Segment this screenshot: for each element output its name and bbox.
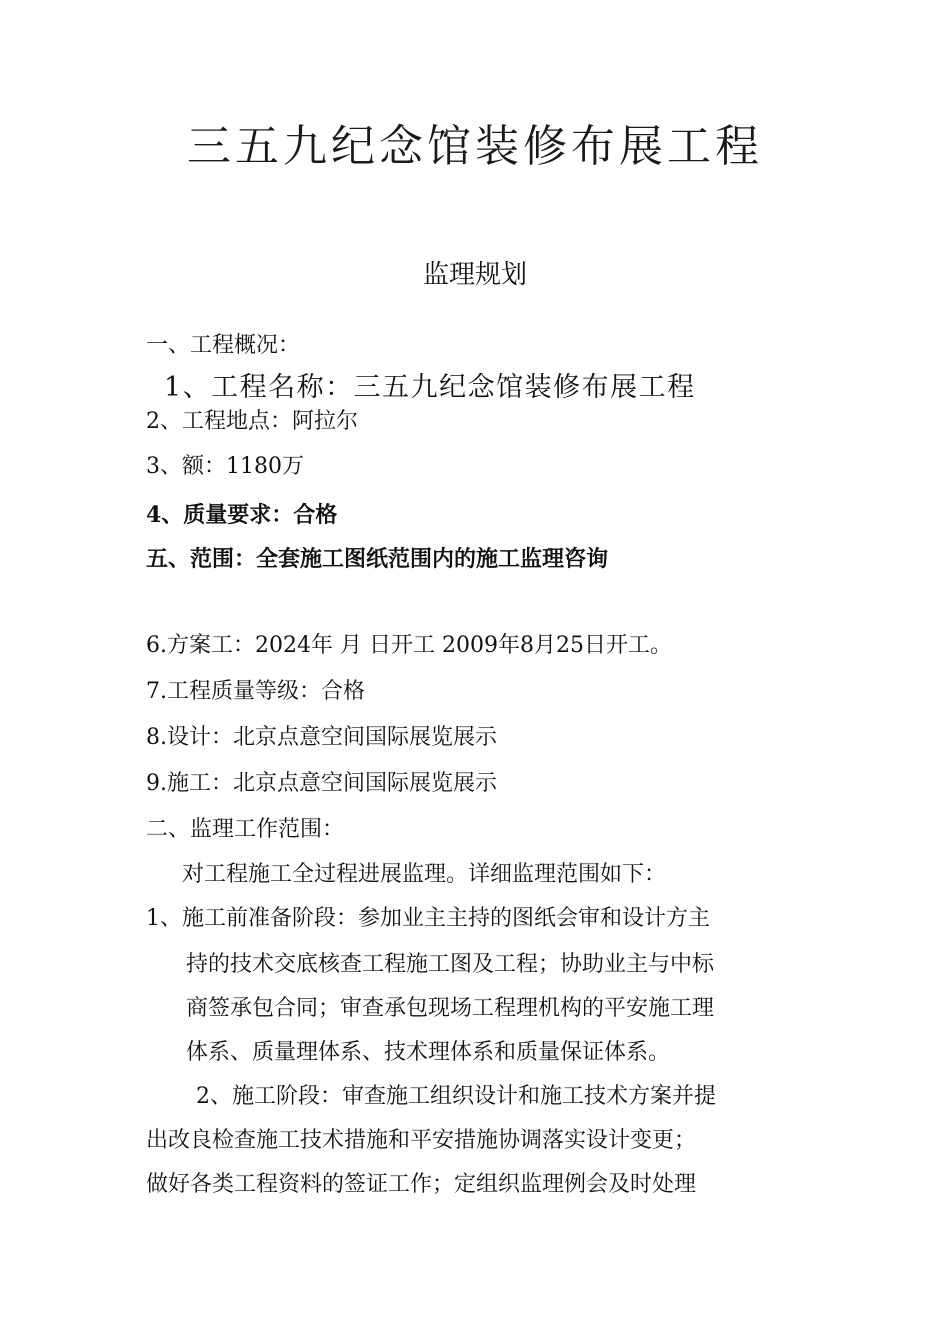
scope-item1-line: 体系、质量理体系、技术理体系和质量保证体系。 (186, 1040, 671, 1065)
document-subtitle: 监理规划 (422, 260, 527, 290)
scope-item2-line: 做好各类工程资料的签证工作；定组织监理例会及时处理 (146, 1172, 697, 1197)
overview-item-construction: 9.施工：北京点意空间国际展览展示 (146, 771, 497, 796)
scope-intro: 对工程施工全过程进展监理。详细监理范围如下： (182, 862, 667, 887)
scope-item1-line: 1、施工前准备阶段：参加业主主持的图纸会审和设计方主 (146, 906, 710, 931)
overview-item-range: 五、范围：全套施工图纸范围内的施工监理咨询 (146, 546, 609, 572)
section-heading-scope: 二、监理工作范围： (146, 817, 345, 842)
overview-item-quality: 4、质量要求：合格 (146, 502, 338, 528)
overview-item-quality-grade: 7.工程质量等级：合格 (146, 679, 365, 704)
overview-item-project-name: 1、工程名称：三五九纪念馆装修布展工程 (164, 372, 696, 403)
scope-item2-line: 出改良检查施工技术措施和平安措施协调落实设计变更； (146, 1128, 697, 1153)
overview-item-amount: 3、额：1180万 (146, 454, 304, 479)
scope-item1-line: 商签承包合同；审查承包现场工程理机构的平安施工理 (186, 996, 715, 1021)
overview-item-location: 2、工程地点：阿拉尔 (146, 409, 358, 434)
section-heading-overview: 一、工程概况： (146, 333, 301, 358)
document-title: 三五九纪念馆装修布展工程 (187, 121, 763, 172)
overview-item-schedule: 6.方案工：2024年 月 日开工 2009年8月25日开工。 (146, 633, 672, 658)
scope-item1-line: 持的技术交底核查工程施工图及工程；协助业主与中标 (186, 952, 715, 977)
overview-item-design: 8.设计：北京点意空间国际展览展示 (146, 725, 497, 750)
scope-item2-line: 2、施工阶段：审查施工组织设计和施工技术方案并提 (196, 1084, 716, 1109)
